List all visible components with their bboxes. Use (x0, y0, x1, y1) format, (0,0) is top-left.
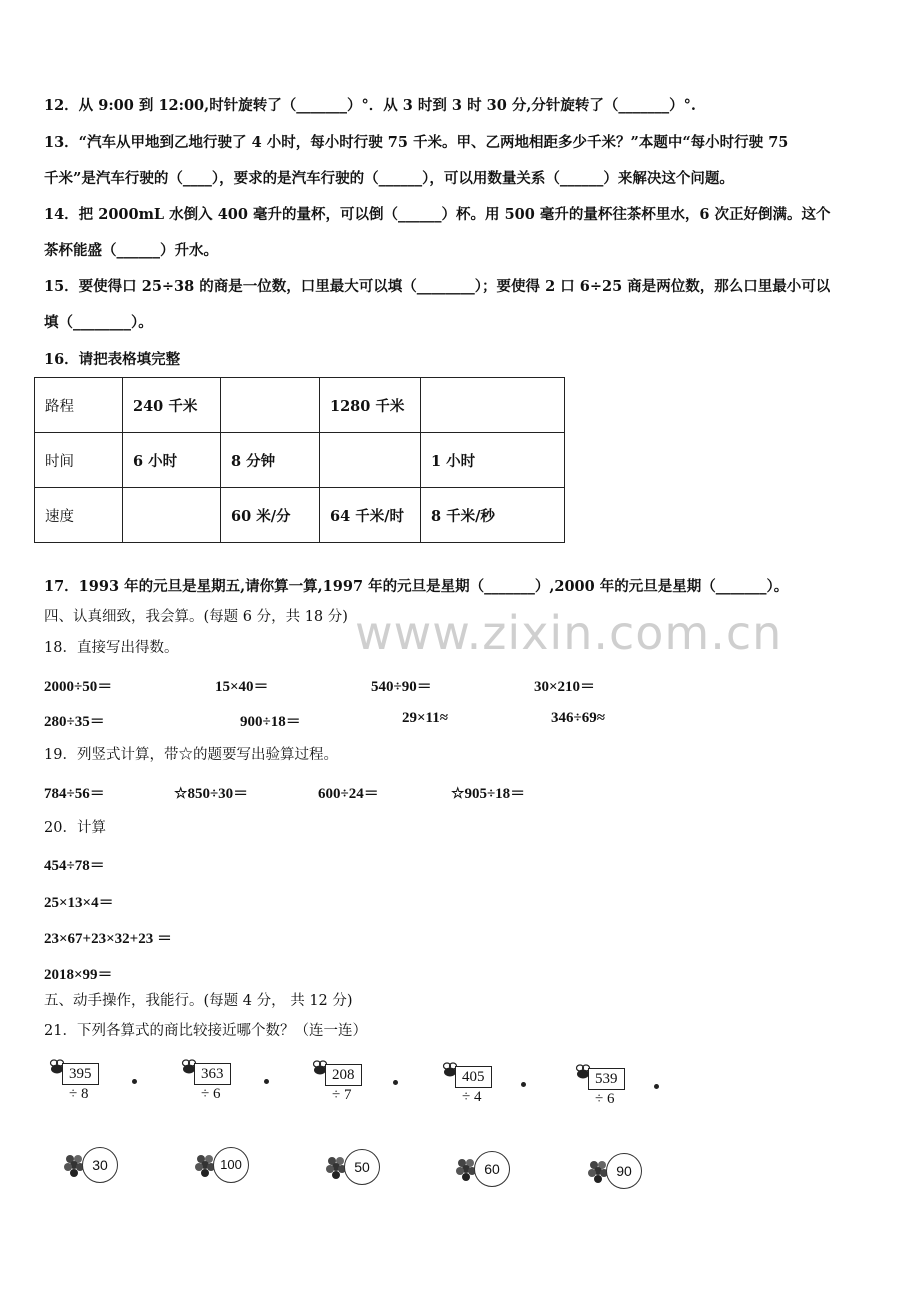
calc-item: 784÷56＝ (44, 786, 105, 802)
table-cell (221, 378, 320, 433)
calc-item: 280÷35＝ (44, 714, 105, 730)
question-18-title: 18．直接写出得数。 (44, 640, 179, 656)
calc-item: 30×210＝ (534, 679, 596, 695)
section-4-title: 四、认真细致，我会算。(每题 6 分，共 18 分) (44, 609, 348, 625)
answer-number: 90 (606, 1153, 642, 1189)
question-20-title: 20．计算 (44, 820, 106, 836)
question-13-line-1: 13．“汽车从甲地到乙地行驶了 4 小时，每小时行驶 75 千米。甲、乙两地相距多少千米？”本题中“每小时行驶 75 (44, 134, 789, 151)
connect-dot (264, 1079, 269, 1084)
table-cell: 1280 千米 (320, 378, 421, 433)
table-cell: 8 千米/秒 (421, 488, 565, 543)
answer-option[interactable] (456, 1151, 512, 1193)
question-14-line-2: 茶杯能盛（______）升水。 (44, 242, 218, 259)
table-cell (421, 378, 565, 433)
connect-dot (521, 1082, 526, 1087)
answer-option[interactable] (64, 1147, 120, 1189)
question-21-title: 21．下列各算式的商比较接近哪个数？（连一连） (44, 1023, 367, 1039)
table-cell: 路程 (35, 378, 123, 433)
calc-item: 454÷78＝ (44, 858, 105, 874)
division-expression: 405 ÷ 4 (455, 1066, 492, 1088)
table-cell: 速度 (35, 488, 123, 543)
question-19-title: 19．列竖式计算，带☆的题要写出验算过程。 (44, 747, 338, 763)
division-expression: 208 ÷ 7 (325, 1064, 362, 1086)
division-expression: 363 ÷ 6 (194, 1063, 231, 1085)
question-15-line-1: 15．要使得口 25÷38 的商是一位数，口里最大可以填（________）；要使得 2 口 6÷25 商是两位数，那么口里最小可以 (44, 278, 831, 295)
calc-item: 600÷24＝ (318, 786, 379, 802)
section-5-title: 五、动手操作，我能行。(每题 4 分， 共 12 分) (44, 993, 353, 1009)
table-cell: 时间 (35, 433, 123, 488)
calc-item: 15×40＝ (215, 679, 269, 695)
question-12: 12．从 9:00 到 12:00,时针旋转了（_______）°．从 3 时到 3 时 30 分,分针旋转了（_______）°. (44, 97, 696, 114)
answer-option[interactable] (195, 1147, 251, 1189)
calc-item: 2000÷50＝ (44, 679, 113, 695)
calc-item: 25×13×4＝ (44, 895, 114, 911)
connect-dot (393, 1080, 398, 1085)
calc-item: 900÷18＝ (240, 714, 301, 730)
table-cell: 1 小时 (421, 433, 565, 488)
calc-item: 540÷90＝ (371, 679, 432, 695)
question-16-title: 16．请把表格填完整 (44, 351, 181, 368)
table-row (35, 488, 565, 543)
calc-item: 346÷69≈ (551, 710, 605, 726)
watermark: www.zixin.com.cn (355, 606, 783, 660)
connect-dot (654, 1084, 659, 1089)
table-cell (320, 433, 421, 488)
table-row (35, 433, 565, 488)
question-13-line-2: 千米”是汽车行驶的（____），要求的是汽车行驶的（______），可以用数量关系（______）来解决这个问题。 (44, 170, 734, 187)
table-row (35, 378, 565, 433)
answer-number: 100 (213, 1147, 249, 1183)
answer-option[interactable] (326, 1149, 382, 1191)
calc-item: 29×11≈ (402, 710, 448, 726)
calc-item: ☆905÷18＝ (451, 786, 526, 802)
calc-item: ☆850÷30＝ (174, 786, 249, 802)
table-cell: 6 小时 (123, 433, 221, 488)
division-expression: 395 ÷ 8 (62, 1063, 99, 1085)
question-15-line-2: 填（________）。 (44, 314, 153, 331)
question-14-line-1: 14．把 2000mL 水倒入 400 毫升的量杯，可以倒（______）杯。用 500 毫升的量杯往茶杯里水，6 次正好倒满。这个 (44, 206, 831, 223)
table-cell: 64 千米/时 (320, 488, 421, 543)
answer-number: 50 (344, 1149, 380, 1185)
table-cell (123, 488, 221, 543)
question-17: 17．1993 年的元旦是星期五,请你算一算,1997 年的元旦是星期（_______）,2000 年的元旦是星期（_______）。 (44, 578, 789, 595)
answer-option[interactable] (588, 1153, 644, 1195)
calc-item: 23×67+23×32+23 ＝ (44, 931, 172, 947)
speed-table (34, 377, 565, 543)
calc-item: 2018×99＝ (44, 967, 113, 983)
table-cell: 8 分钟 (221, 433, 320, 488)
connect-dot (132, 1079, 137, 1084)
table-cell: 240 千米 (123, 378, 221, 433)
division-expression: 539 ÷ 6 (588, 1068, 625, 1090)
answer-number: 60 (474, 1151, 510, 1187)
table-cell: 60 米/分 (221, 488, 320, 543)
answer-number: 30 (82, 1147, 118, 1183)
